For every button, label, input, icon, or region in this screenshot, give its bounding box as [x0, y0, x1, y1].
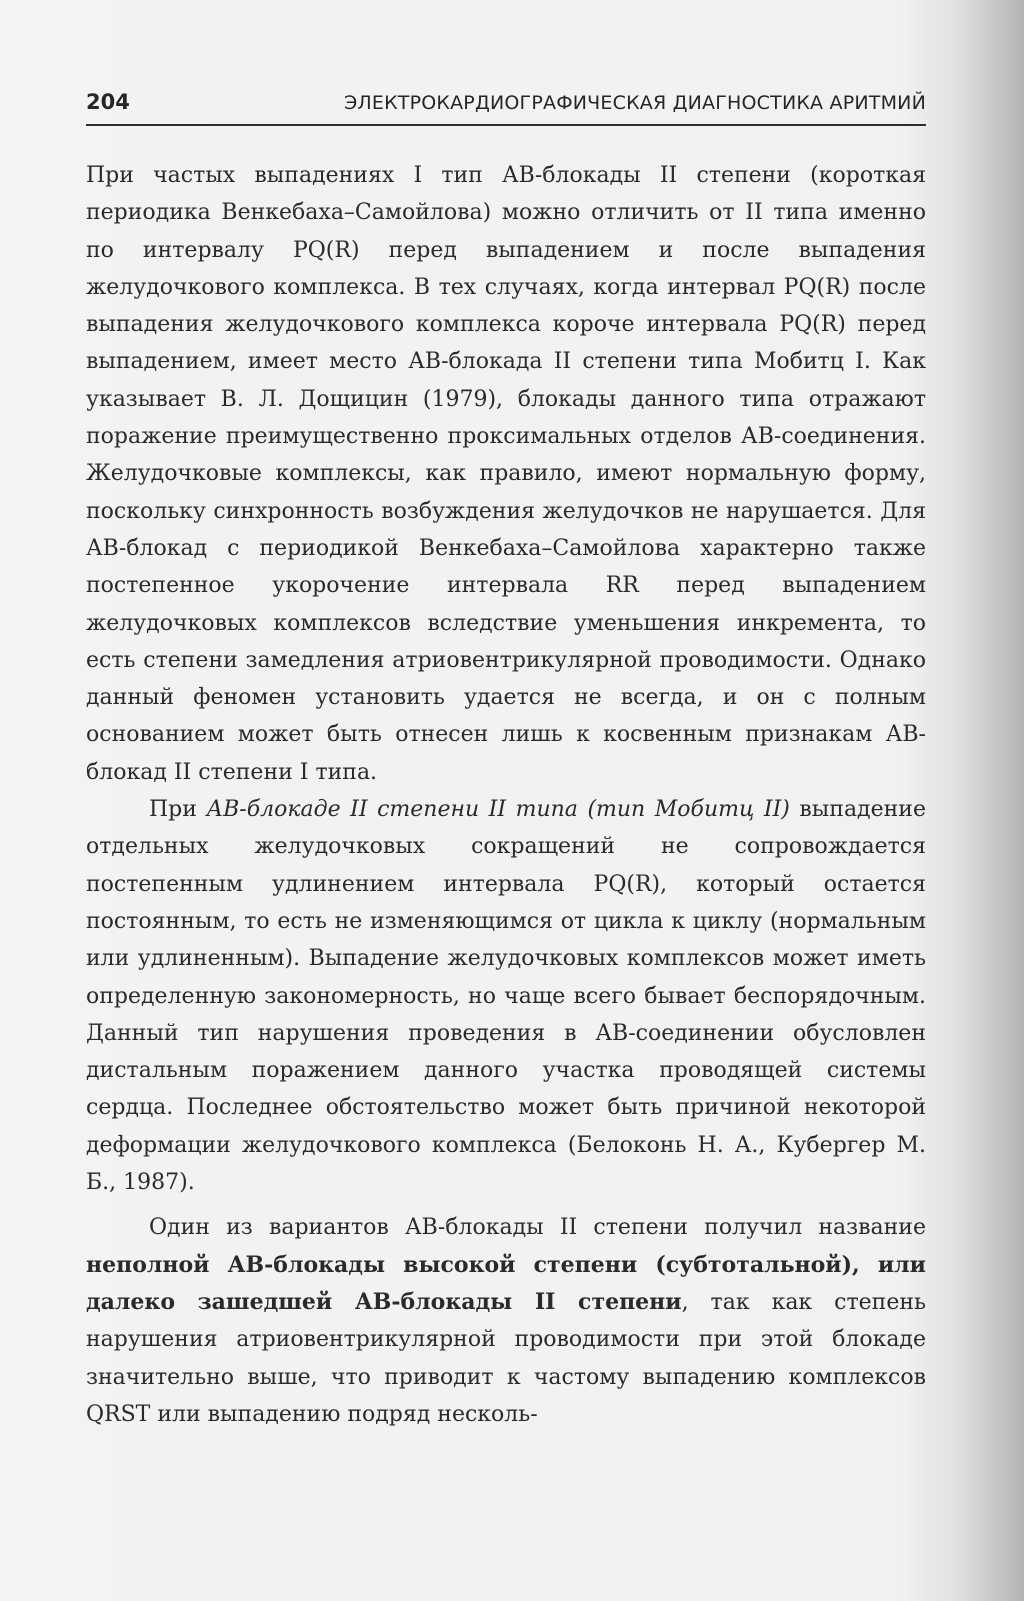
- paragraph-2-start: При: [149, 797, 207, 823]
- paragraph-2-rest: выпадение отдельных желудочковых сокращений не сопровождается постепенным удлинением интервала PQ(R), который остается постоянным, то есть не изменяющимся от цикла к циклу (нормальным или удлиненным). Выпадение желудочковых комплексов может иметь определенную закономерность, но чаще всего бывает беспорядочным. Данный тип нарушения проведения в АВ-соединении обусловлен дистальным поражением данного участка проводящей системы сердца. Последнее обстоятельство может быть причиной некоторой деформации желудочкового комплекса (Белоконь Н. А., Кубергер М. Б., 1987).: [86, 797, 926, 1196]
- paragraph-2-italic-term: АВ-блокаде II степени II типа (тип Мобитц II): [206, 797, 790, 823]
- page-number: 204: [86, 90, 130, 114]
- running-title: ЭЛЕКТРОКАРДИОГРАФИЧЕСКАЯ ДИАГНОСТИКА АРИТМИЙ: [343, 92, 926, 114]
- running-header: [86, 88, 926, 126]
- paragraph-1: При частых выпадениях I тип АВ-блокады II степени (короткая периодика Венкебаха–Самойлова) можно отличить от II типа именно по интервалу PQ(R) перед выпадением и после выпадения желудочкового комплекса. В тех случаях, когда интервал PQ(R) после выпадения желудочкового комплекса короче интервала PQ(R) перед выпадением, имеет место АВ-блокада II степени типа Мобитц I. Как указывает В. Л. Дощицин (1979), блокады данного типа отражают поражение преимущественно проксимальных отделов АВ-соединения. Желудочковые комплексы, как правило, имеют нормальную форму, поскольку синхронность возбуждения желудочков не нарушается. Для АВ-блокад с периодикой Венкебаха–Самойлова характерно также постепенное укорочение интервала RR перед выпадением желудочковых комплексов вследствие уменьшения инкремента, то есть степени замедления атриовентрикулярной проводимости. Однако данный феномен установить удается не всегда, и он с полным основанием может быть отнесен лишь к косвенным признакам АВ-блокад II степени I типа.: [86, 163, 926, 785]
- paragraph-3: [86, 1209, 926, 1433]
- paragraph-2: [86, 791, 926, 1201]
- paragraph-3-rest: , так как степень нарушения атриовентрикулярной проводимости при этой блокаде значительно выше, что приводит к частому выпадению комплексов QRST или выпадению подряд несколь-: [86, 1289, 926, 1427]
- paragraph-3-start: Один из вариантов АВ-блокады II степени получил название: [149, 1215, 926, 1241]
- paragraph-3-bold-term: неполной АВ-блокады высокой степени (субтотальной), или далеко зашедшей АВ-блокады II степени: [86, 1251, 926, 1315]
- body-text: [86, 157, 926, 1433]
